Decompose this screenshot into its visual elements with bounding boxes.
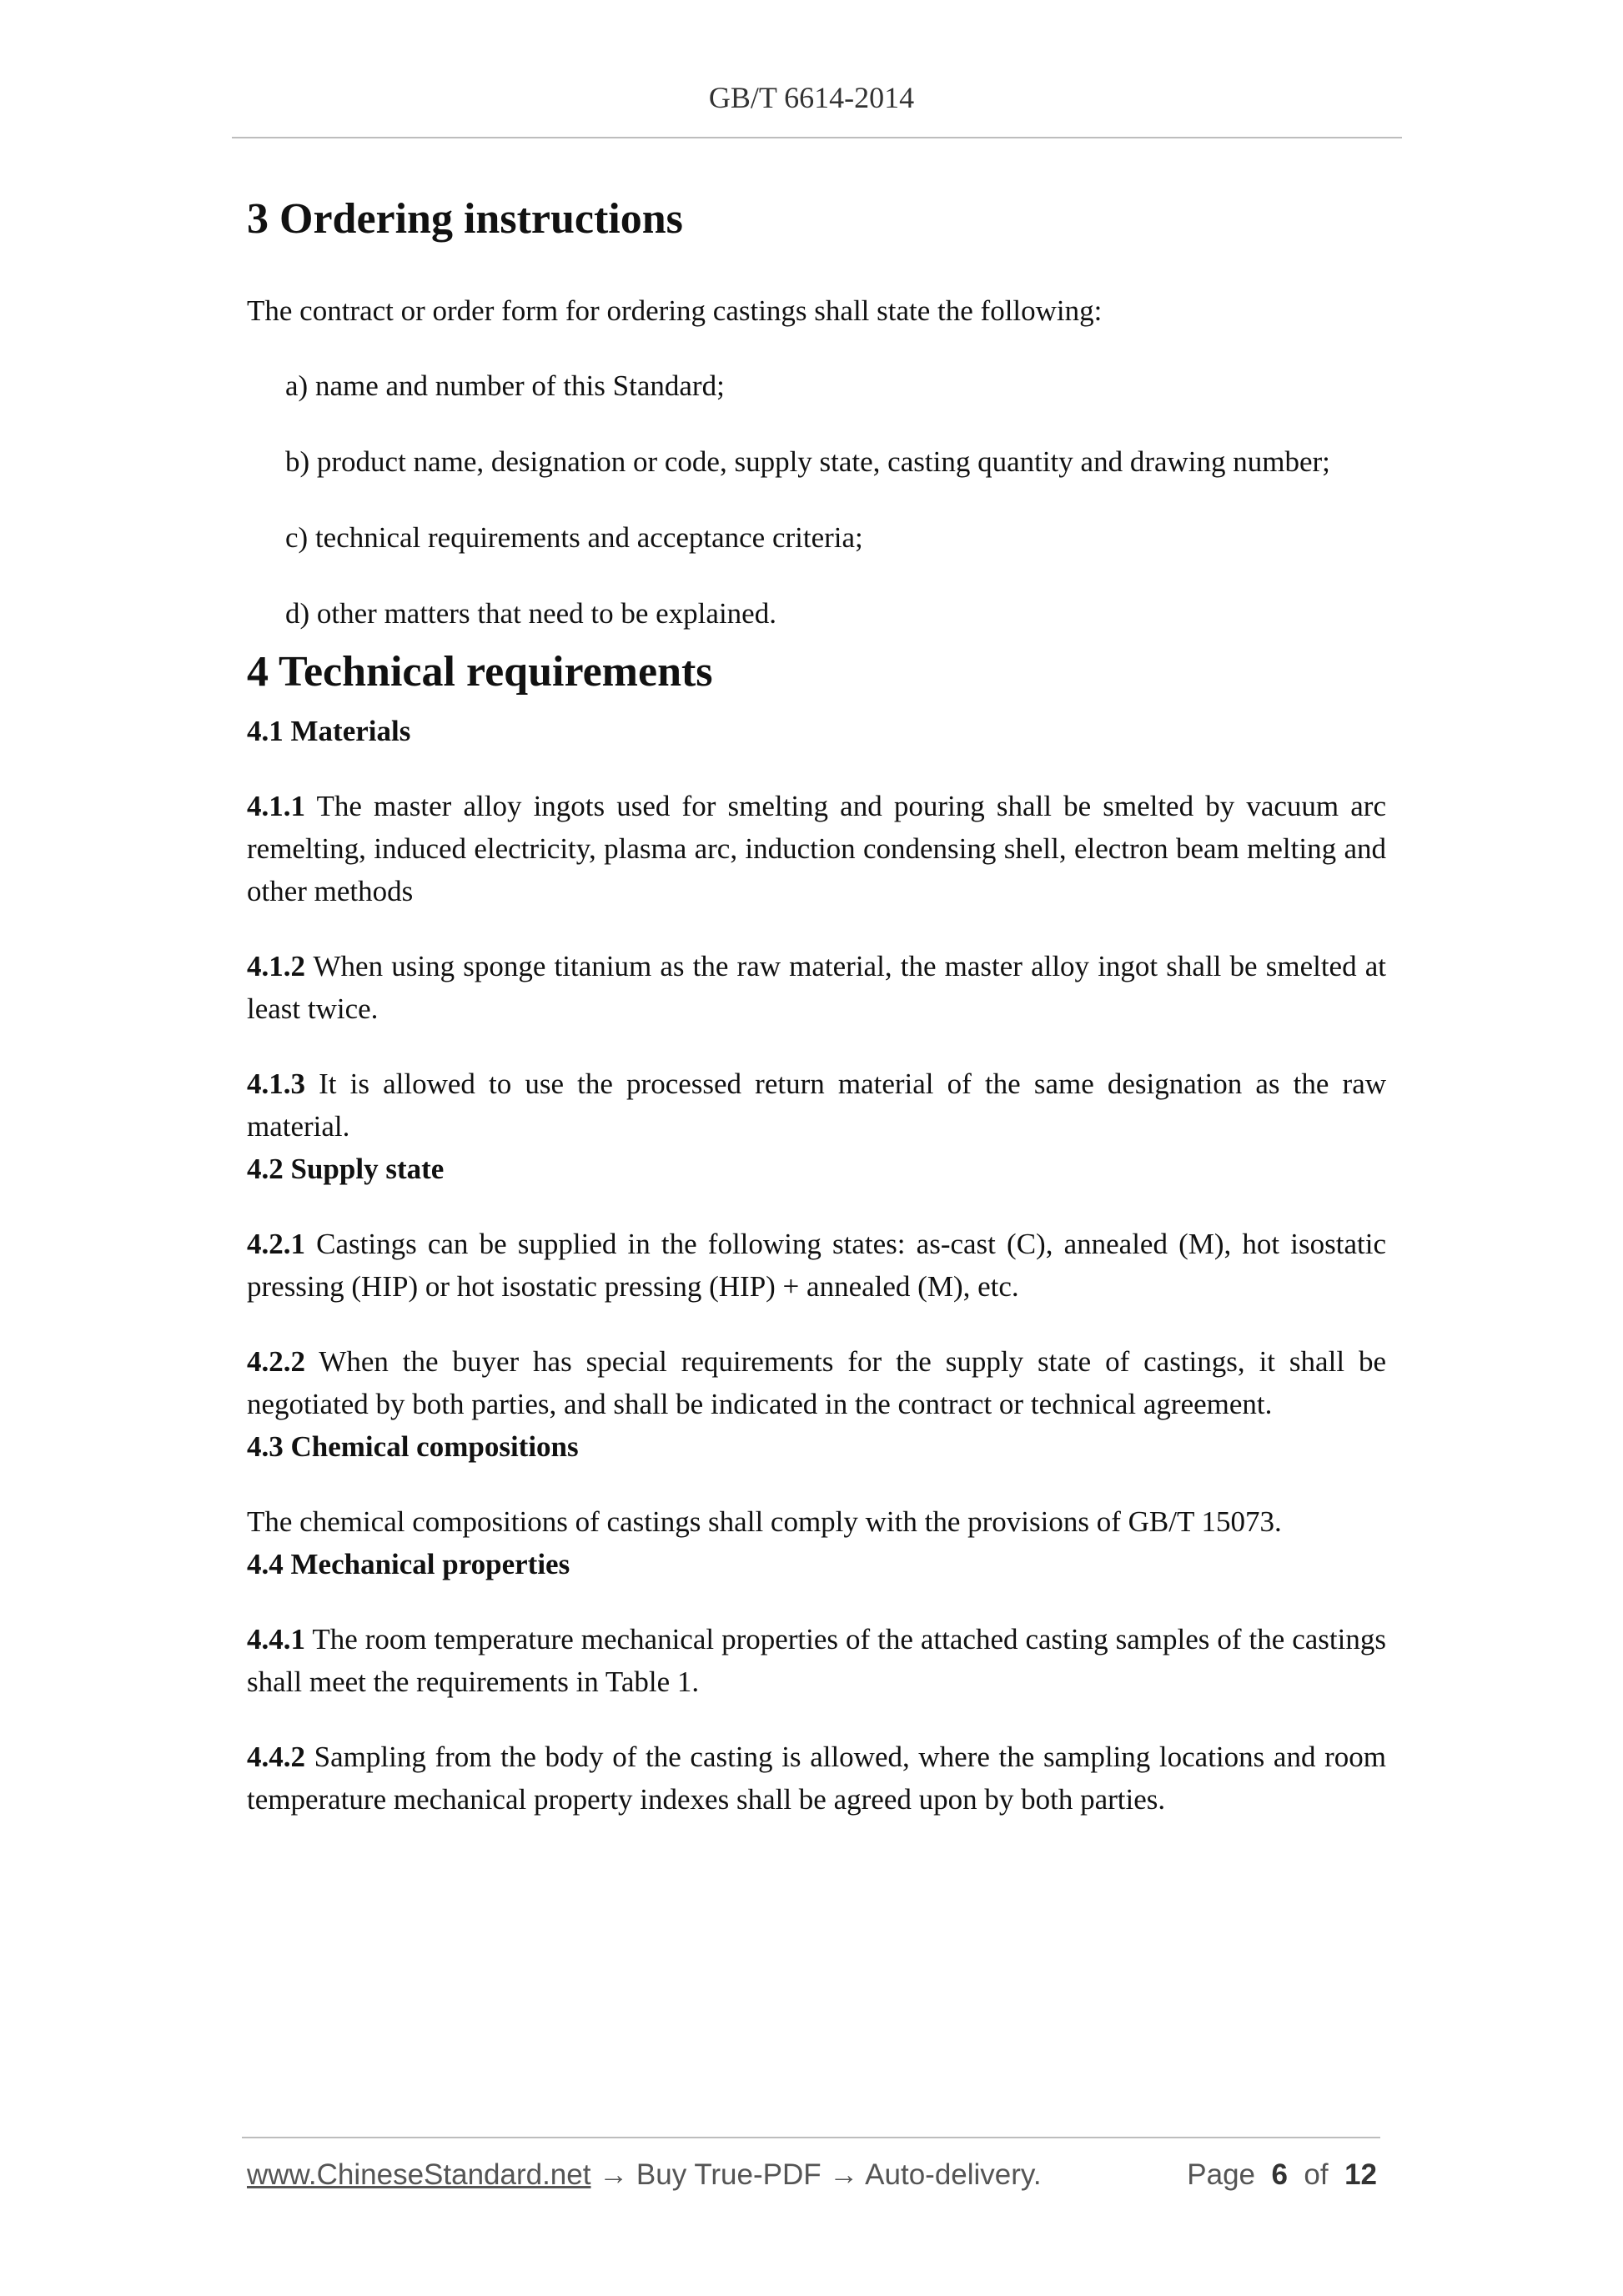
- header-divider: [232, 137, 1402, 138]
- section-3-intro: The contract or order form for ordering castings shall state the following:: [247, 294, 1103, 327]
- section-4-2-heading: 4.2 Supply state: [247, 1153, 445, 1185]
- current-page-number: 6: [1271, 2158, 1288, 2191]
- clause-text: It is allowed to use the processed return material of the same designation as the raw material.: [247, 1068, 1386, 1143]
- list-item-c: c) technical requirements and acceptance criteria;: [285, 521, 863, 554]
- document-body: [247, 182, 1386, 1821]
- list-item-d: d) other matters that need to be explained.: [285, 597, 776, 630]
- clause-4-4-2: [247, 1736, 1386, 1821]
- section-3-heading: 3 Ordering instructions: [247, 195, 683, 243]
- clause-4-1-3: [247, 1063, 1386, 1148]
- clause-text: The room temperature mechanical properties of the attached casting samples of the castings shall meet the requirements in Table 1.: [247, 1623, 1386, 1698]
- clause-text: Castings can be supplied in the following states: as-cast (C), annealed (M), hot isostatic pressing (HIP) or hot isostatic pressing (HIP) + annealed (M), etc.: [247, 1228, 1386, 1303]
- clause-number: 4.4.1: [247, 1623, 305, 1655]
- list-item-a: a) name and number of this Standard;: [285, 369, 725, 402]
- section-4-3-text: The chemical compositions of castings shall comply with the provisions of GB/T 15073.: [247, 1505, 1282, 1538]
- section-4-3-heading: 4.3 Chemical compositions: [247, 1430, 579, 1463]
- section-4-1-heading: 4.1 Materials: [247, 715, 411, 747]
- section-4-heading: 4 Technical requirements: [247, 648, 713, 696]
- clause-number: 4.2.2: [247, 1345, 305, 1378]
- clause-number: 4.4.2: [247, 1741, 305, 1773]
- clause-4-1-2: [247, 945, 1386, 1030]
- clause-4-4-1: [247, 1618, 1386, 1703]
- page-label: Page: [1187, 2158, 1256, 2191]
- clause-text: Sampling from the body of the casting is allowed, where the sampling locations and room temperature mechanical property indexes shall be agreed upon by both parties.: [247, 1741, 1386, 1816]
- page-indicator: [1187, 2158, 1377, 2192]
- ordering-list: [247, 364, 1386, 635]
- section-4-4-heading: 4.4 Mechanical properties: [247, 1548, 570, 1580]
- document-header: GB/T 6614-2014: [708, 81, 915, 114]
- website-link[interactable]: www.ChineseStandard.net: [247, 2158, 591, 2191]
- clause-4-1-1: [247, 785, 1386, 912]
- clause-4-2-2: [247, 1340, 1386, 1425]
- clause-text: When using sponge titanium as the raw material, the master alloy ingot shall be smelted at least twice.: [247, 950, 1386, 1025]
- page-of-label: of: [1304, 2158, 1329, 2191]
- clause-number: 4.1.2: [247, 950, 305, 982]
- footer-tagline: → Buy True-PDF → Auto-delivery.: [590, 2158, 1042, 2191]
- list-item-b: b) product name, designation or code, supply state, casting quantity and drawing number;: [285, 445, 1330, 478]
- clause-number: 4.2.1: [247, 1228, 305, 1260]
- clause-number: 4.1.1: [247, 790, 305, 822]
- total-pages-number: 12: [1344, 2158, 1377, 2191]
- footer-promo: [247, 2158, 1042, 2192]
- clause-4-2-1: [247, 1223, 1386, 1308]
- footer-divider: [242, 2137, 1380, 2138]
- clause-number: 4.1.3: [247, 1068, 305, 1100]
- clause-text: When the buyer has special requirements for the supply state of castings, it shall be negotiated by both parties, and shall be indicated in the contract or technical agreement.: [247, 1345, 1386, 1420]
- clause-text: The master alloy ingots used for smelting and pouring shall be smelted by vacuum arc remelting, induced electricity, plasma arc, induction condensing shell, electron beam melting and other methods: [247, 790, 1386, 907]
